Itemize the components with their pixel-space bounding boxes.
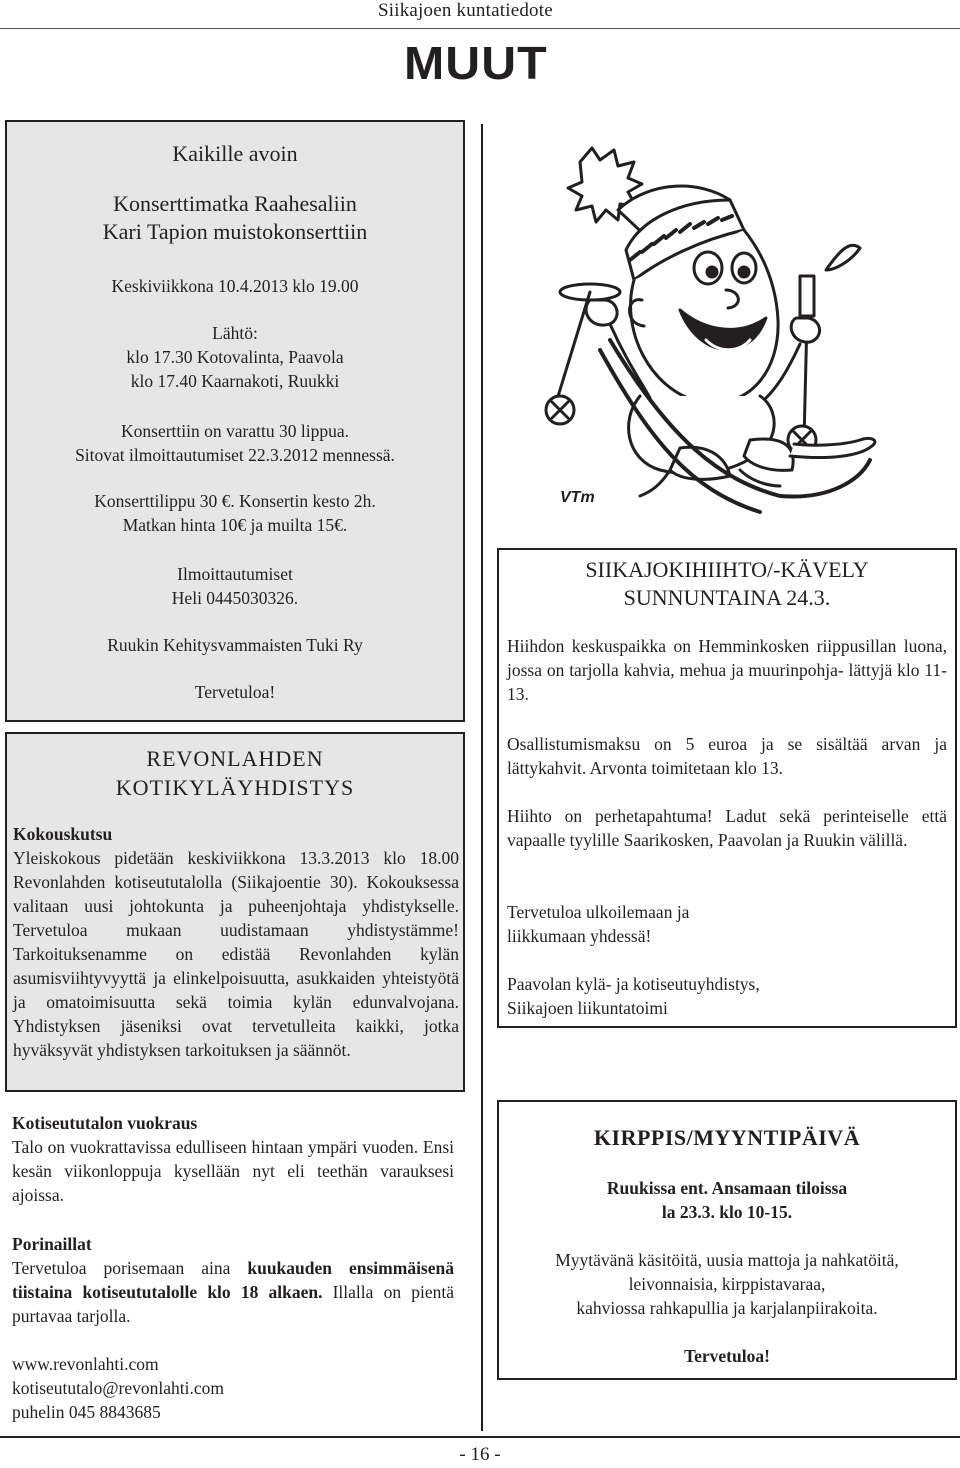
ski-box	[497, 548, 957, 1028]
skier-illustration	[530, 140, 940, 520]
concert-heading: Kaikille avoin	[172, 141, 298, 166]
header-rule	[0, 28, 960, 29]
departure-1: klo 17.30 Kotovalinta, Paavola	[126, 347, 344, 367]
porinaillat-bold: kuukauden ensimmäisenä tiistaina kotiseututalolle klo 18 alkaen.	[12, 1258, 454, 1302]
revonlahti-box	[5, 732, 465, 1092]
price-line-1: Konserttilippu 30 €. Konsertin kesto 2h.	[94, 491, 376, 511]
concert-title-2: Kari Tapion muistokonserttiin	[102, 219, 368, 244]
porinaillat-heading: Porinaillat	[12, 1234, 92, 1254]
flea-box	[497, 1100, 957, 1380]
porinaillat-text	[12, 1256, 454, 1328]
revonlahti-title-2: KOTIKYLÄYHDISTYS	[115, 775, 355, 800]
ski-para-2: Osallistumismaksu on 5 euroa ja se sisältää arvan ja lättykahvit. Arvonta toimitetaan klo 13.	[507, 734, 947, 778]
flea-items-1: Myytävänä käsitöitä, uusia mattoja ja nahkatöitä,	[555, 1250, 899, 1270]
flea-items-2: leivonnaisia, kirppistavaraa,	[628, 1274, 826, 1294]
email-link[interactable]: kotiseututalo@revonlahti.com	[12, 1378, 224, 1398]
ski-para-1: Hiihdon keskuspaikka on Hemminkosken riippusillan luona, jossa on tarjolla kahvia, mehua ja muurinpohja- lättyjä klo 11-13.	[507, 636, 947, 704]
meeting-text: Yleiskokous pidetään keskiviikkona 13.3.2013 klo 18.00 Revonlahden kotiseututalolla (Siikajoentie 30). Kokouksessa valitaan uusi johtokunta ja puheenjohtaja yhdistykselle. Tervetuloa mukaan uudistamaan yhdistystämme! Tarkoituksenamme on edistää Revonlahden kylän asumisviihtyvyyttä ja elinkelpoisuutta, asukkaiden yhteistyötä ja omatoimisuutta sekä toimia kylän edunvalvojana. Yhdistyksen jäseniksi ovat tervetulleita kaikki, jotka hyväksyvät yhdistyksen tarkoituksen ja säännöt.	[13, 848, 459, 1060]
flea-place-2: la 23.3. klo 10-15.	[661, 1202, 793, 1222]
section-title: MUUT	[404, 37, 548, 89]
ski-welcome-1: Tervetuloa ulkoilemaan ja	[507, 902, 690, 922]
porinaillat-pre: Tervetuloa porisemaan aina	[12, 1258, 248, 1278]
rental-heading: Kotiseututalon vuokraus	[12, 1113, 198, 1133]
tickets-line-1: Konserttiin on varattu 30 lippua.	[121, 421, 349, 441]
flea-place-1: Ruukissa ent. Ansamaan tiloissa	[606, 1178, 848, 1198]
publication-name: Siikajoen kuntatiedote	[378, 0, 553, 21]
concert-box	[5, 120, 465, 722]
ski-title-2: SUNNUNTAINA 24.3.	[623, 585, 831, 610]
porinaillat-post: Illalla on pientä purtavaa tarjolla.	[12, 1282, 454, 1326]
skier-boy-icon	[530, 140, 940, 520]
website-link[interactable]: www.revonlahti.com	[12, 1354, 159, 1374]
departure-2: klo 17.40 Kaarnakoti, Ruukki	[130, 371, 340, 391]
departure-label: Lähtö:	[212, 323, 258, 343]
artist-signature: VTm	[560, 489, 595, 506]
phone-number: puhelin 045 8843685	[12, 1402, 161, 1422]
page-number: - 16 -	[459, 1444, 501, 1465]
revonlahti-title-1: REVONLAHDEN	[146, 746, 324, 771]
signup-contact: Heli 0445030326.	[171, 588, 299, 608]
rental-text: Talo on vuokrattavissa edulliseen hintaan ympäri vuoden. Ensi kesän viikonloppuja kysellään nyt eli teethän varauksesi ajoissa.	[12, 1137, 454, 1205]
flea-welcome: Tervetuloa!	[684, 1346, 770, 1366]
flea-items-3: kahviossa rahkapullia ja karjalanpiirakoita.	[576, 1298, 878, 1318]
concert-organizer: Ruukin Kehitysvammaisten Tuki Ry	[107, 635, 363, 655]
ski-welcome-2: liikkumaan yhdessä!	[507, 926, 652, 946]
concert-title-1: Konserttimatka Raahesaliin	[113, 191, 357, 216]
signup-label: Ilmoittautumiset	[177, 564, 293, 584]
concert-date: Keskiviikkona 10.4.2013 klo 19.00	[111, 276, 359, 296]
ski-org-1: Paavolan kylä- ja kotiseutuyhdistys,	[507, 974, 760, 994]
price-line-2: Matkan hinta 10€ ja muilta 15€.	[122, 515, 348, 535]
ski-org-2: Siikajoen liikuntatoimi	[507, 998, 668, 1018]
column-divider	[481, 124, 483, 1431]
tickets-line-2: Sitovat ilmoittautumiset 22.3.2012 mennessä.	[75, 445, 395, 465]
footer-rule	[0, 1436, 960, 1438]
meeting-heading: Kokouskutsu	[13, 824, 113, 844]
ski-para-3: Hiihto on perhetapahtuma! Ladut sekä perinteiselle että vapaalle tyylille Saarikosken, Paavolan ja Ruukin välillä.	[507, 806, 947, 850]
concert-welcome: Tervetuloa!	[194, 682, 276, 702]
ski-title-1: SIIKAJOKIHIIHTO/-KÄVELY	[585, 557, 869, 582]
flea-title: KIRPPIS/MYYNTIPÄIVÄ	[593, 1125, 861, 1150]
